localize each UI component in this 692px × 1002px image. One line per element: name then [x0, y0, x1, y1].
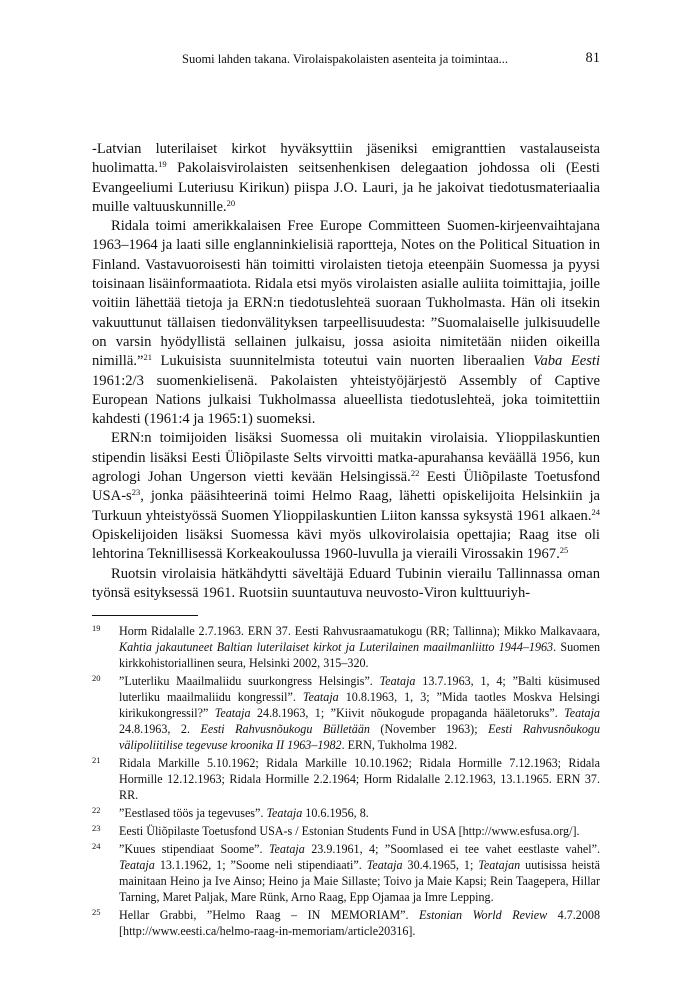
footnote-20: [92, 673, 600, 753]
text-run: 30.4.1965, 1;: [402, 858, 479, 872]
text-run: Opiskelijoiden lisäksi Suomessa kävi myös ulkovirolaisia opettajia; Raag itse oli lehtorina Teknillisessä Korkeakoulussa 1960-luvulla ja vieraili Virossakin 1967.: [92, 526, 600, 563]
text-run: ”Kuues stipendiaat Soome”.: [119, 842, 269, 856]
text-run: 13.7.1963, 1, 4; ”Balti küsimused luterliku maailmaliidu kongressil”.: [119, 674, 600, 704]
text-run: Horm Ridalalle 2.7.1963. ERN 37. Eesti Rahvusraamatukogu (RR; Tallinna); Mikko Malkavaara,: [119, 624, 600, 638]
paragraph-2: [92, 217, 600, 429]
italic-title: Eesti Rahvusnõukogu Bülletään: [200, 722, 370, 736]
page-number: 81: [585, 50, 600, 66]
paragraph-1: [92, 140, 600, 217]
footnote-number: 24: [92, 841, 101, 851]
italic-title: Eesti Rahvusnõukogu välipoliitilise tegevuse kroonika II 1963–1982: [119, 722, 600, 752]
footnote-number: 22: [92, 805, 101, 815]
text-run: Eesti Üliõpilaste Toetusfond USA-s: [92, 469, 600, 505]
footnote-ref-22[interactable]: 22: [410, 468, 420, 479]
paragraph-3: [92, 429, 600, 564]
footnote-21: [92, 755, 600, 803]
footnote-ref-21[interactable]: 21: [143, 352, 152, 363]
running-title: Suomi lahden takana. Virolaispakolaisten asenteita ja toimintaa...: [182, 52, 509, 66]
italic-title: Teataja: [214, 706, 251, 720]
footnote-rule: [92, 615, 198, 616]
text-run: 10.8.1963, 1, 3; ”Mida taotles Moskva Helsingi kirikukongressil?”: [119, 690, 600, 720]
italic-title: Teataja: [268, 842, 305, 856]
text-run: Pakolaisvirolaisten seitsenhenkisen delegaation johdossa oli (Eesti Evangeeliumi Luteriusu Kirikun) piispa J.O. Lauri, ja he jakoivat tiedotusmateriaalia muille valtuuskunnille.: [92, 160, 600, 215]
italic-title: Teataja: [119, 858, 155, 872]
footnote-ref-25[interactable]: 25: [559, 545, 569, 556]
text-run: , jonka pääsihteerinä toimi Helmo Raag, lähetti opiskelijoita Helsinkiin ja Turkuun yhteistyössä Suomen Ylioppilaskuntien Liiton kanssa syksystä 1961 alkaen.: [92, 488, 600, 524]
italic-title: Vaba Eesti: [533, 353, 601, 370]
text-run: -Latvian luterilaiset kirkot hyväksyttiin jäseniksi emigranttien vastalauseista huolimatta.: [92, 141, 600, 177]
footnote-ref-20[interactable]: 20: [226, 197, 236, 208]
text-run: ”Luterliku Maailmaliidu suurkongress Helsingis”.: [119, 674, 380, 688]
footnote-ref-24[interactable]: 24: [591, 506, 600, 517]
text-run: (November 1963);: [369, 722, 489, 736]
text-run: 23.9.1961, 4; ”Soomlased ei tee vahet eestlaste vahel”.: [304, 842, 601, 856]
text-run: 10.6.1956, 8.: [302, 806, 369, 820]
italic-title: Teataja: [302, 690, 339, 704]
footnote-ref-23[interactable]: 23: [131, 487, 141, 498]
italic-title: Teataja: [266, 806, 303, 820]
italic-title: Teataja: [379, 674, 416, 688]
footnote-ref-19[interactable]: 19: [158, 159, 167, 170]
text-run: 24.8.1963, 1; ”Kiivit nõukogude propaganda hääletoruks”.: [250, 706, 565, 720]
text-run: Ridala Markille 5.10.1962; Ridala Markille 10.10.1962; Ridala Hormille 7.12.1963; Ridala Hormille 12.12.1963; Ridala Hormille 2.2.1964; Horm Ridalalle 2.12.1963, 13.1.1965. ERN 37. RR.: [119, 756, 600, 802]
text-run: 24.8.1963, 2.: [119, 722, 201, 736]
italic-title: Teatajan: [478, 858, 521, 872]
italic-title: Teataja: [564, 706, 600, 720]
text-run: . ERN, Tukholma 1982.: [341, 738, 458, 752]
text-run: Hellar Grabbi, ”Helmo Raag – IN MEMORIAM”.: [119, 908, 420, 922]
italic-title: Teataja: [366, 858, 403, 872]
text-run: ERN:n toimijoiden lisäksi Suomessa oli muitakin virolaisia. Ylioppilaskuntien stipendin lisäksi Eesti Üliõpilaste Selts virvoitti matka-apurahansa keväällä 1956, kun agrologi Johan Ungerson vietti kevään Helsingissä.: [92, 430, 600, 486]
paragraph-4: [92, 565, 600, 604]
footnote-number: 21: [92, 755, 101, 765]
footnote-25: [92, 907, 600, 939]
text-run: Ruotsin virolaisia hätkähdytti säveltäjä Eduard Tubinin vierailu Tallinnassa oman työnsä esityksessä 1961. Ruotsiin suuntautuva neuvosto-Viron kulttuuriyh-: [92, 565, 600, 601]
footnote-number: 19: [92, 623, 101, 633]
footnote-22: [92, 805, 600, 821]
footnote-number: 25: [92, 907, 101, 917]
italic-title: Kahtia jakautuneet Baltian luterilaiset kirkot ja Luterilainen maailmanliitto 1944–1963: [119, 640, 554, 654]
text-run: 13.1.1962, 1; ”Soome neli stipendiaati”.: [154, 858, 367, 872]
text-run: uutisissa heistä mainitaan Heino ja Ive Ainso; Heino ja Maie Sillaste; Toivo ja Maie Kapsi; Rein Taagepera, Hillar Tarning, Maret Paljak, Mare Rünk, Arno Raag, Epp Ojamaa ja Imre Lepping.: [119, 858, 600, 904]
body-text: [92, 140, 600, 603]
running-head: [92, 50, 600, 70]
italic-title: Estonian World Review: [419, 908, 548, 922]
footnote-19: [92, 623, 600, 671]
footnotes: [92, 623, 600, 941]
text-run: Eesti Üliõpilaste Toetusfond USA-s / Estonian Students Fund in USA [http://www.esfusa.org/].: [119, 824, 580, 838]
text-run: Ridala toimi amerikkalaisen Free Europe Committeen Suomen-kirjeenvaihtajana 1963–1964 ja laati sille englanninkielisiä raportteja, Notes on the Political Situation in Finland. Vastavuoroisesti hän toimitti virolaisten tietoja eteenpäin Suomessa ja pyysi toisinaan lisäinformaatiota. Ridala etsi myös virolaisten asialle auliita toimittajia, joille voitiin lähettää tietoja ja ERN:n tiedotuslehteä suoraan Tukholmasta. Hän oli itsekin vakuuttunut tällaisen tiedonvälityksen tarpeellisuudesta: ”Suomalaiselle julkisuudelle on varsin hyödyllistä sellainen julkaisu, jossa asioita nimitetään niiden oikeilla nimillä.”: [92, 218, 600, 370]
text-run: 4.7.2008 [http://www.eesti.ca/helmo-raag-in-memoriam/article20316].: [119, 908, 600, 938]
footnote-24: [92, 841, 600, 905]
text-run: Lukuisista suunnitelmista toteutui vain nuorten liberaalien: [151, 353, 534, 370]
footnote-number: 23: [92, 823, 101, 833]
text-run: 1961:2/3 suomenkielisenä. Pakolaisten yhteistyöjärjestö Assembly of Captive European Nations julkaisi Tukholmassa alueellista tiedotuslehteä, joka toimitettiin kahdesti (1961:4 ja 1965:1) suomeksi.: [92, 372, 600, 428]
footnote-23: [92, 823, 600, 839]
footnote-number: 20: [92, 673, 101, 683]
text-run: . Suomen kirkkohistoriallinen seura, Helsinki 2002, 315–320.: [119, 640, 600, 670]
text-run: ”Eestlased töös ja tegevuses”.: [119, 806, 267, 820]
